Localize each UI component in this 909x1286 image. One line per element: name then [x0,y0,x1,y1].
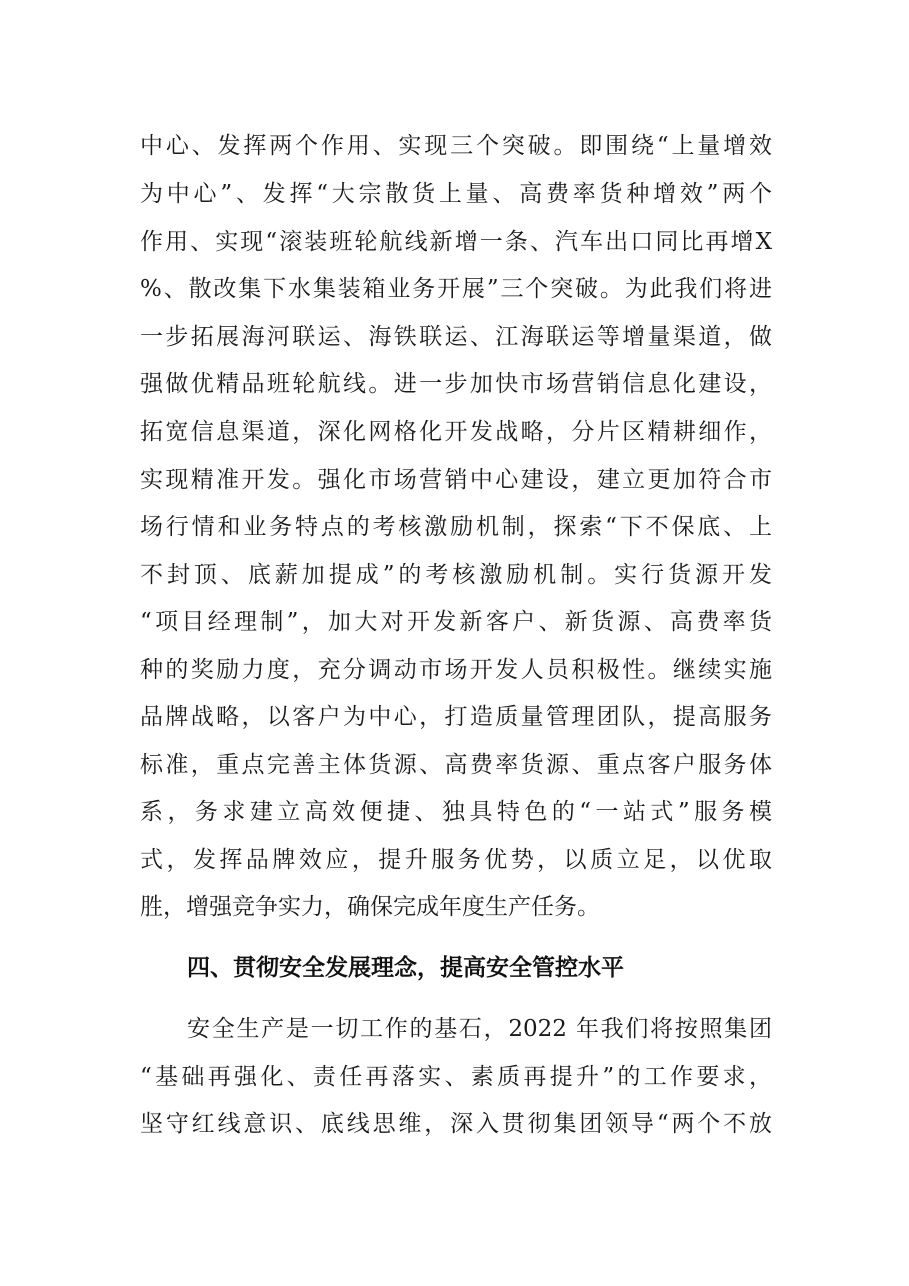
paragraph-line: 强做优精品班轮航线。进一步加快市场营销信息化建设， [140,371,772,397]
paragraph-line: 为中心”、发挥“大宗散货上量、高费率货种增效”两个 [140,181,772,207]
paragraph-line: 场行情和业务特点的考核激励机制，探索“下不保底、上 [140,514,772,540]
section-heading: 四、贯彻安全发展理念，提高安全管控水平 [187,955,624,981]
paragraph-line: 坚守红线意识、底线思维，深入贯彻集团领导“两个不放 [140,1111,772,1137]
paragraph-line: 实现精准开发。强化市场营销中心建设，建立更加符合市 [140,467,772,493]
paragraph-line: 一步拓展海河联运、海铁联运、江海联运等增量渠道，做 [140,324,772,350]
paragraph-line: 作用、实现“滚装班轮航线新增一条、汽车出口同比再增X [140,229,772,255]
paragraph-line: %、散改集下水集装箱业务开展”三个突破。为此我们将进 [140,276,772,302]
paragraph-line: 不封顶、底薪加提成”的考核激励机制。实行货源开发 [140,562,772,588]
paragraph-line: 标准，重点完善主体货源、高费率货源、重点客户服务体 [140,752,772,778]
paragraph-line: 品牌战略，以客户为中心，打造质量管理团队，提高服务 [140,704,772,730]
paragraph-line: “基础再强化、责任再落实、素质再提升”的工作要求， [140,1064,772,1090]
paragraph-line: 系，务求建立高效便捷、独具特色的“一站式”服务模 [140,799,772,825]
paragraph-line: 中心、发挥两个作用、实现三个突破。即围绕“上量增效 [140,133,772,159]
paragraph-line: 安全生产是一切工作的基石，2022 年我们将按照集团 [187,1016,772,1042]
paragraph-line: 胜，增强竞争实力，确保完成年度生产任务。 [140,894,600,920]
paragraph-line: 拓宽信息渠道，深化网格化开发战略，分片区精耕细作， [140,419,772,445]
paragraph-line: “项目经理制”，加大对开发新客户、新货源、高费率货 [140,609,772,635]
paragraph-line: 种的奖励力度，充分调动市场开发人员积极性。继续实施 [140,657,772,683]
paragraph-line: 式，发挥品牌效应，提升服务优势，以质立足，以优取 [140,847,772,873]
